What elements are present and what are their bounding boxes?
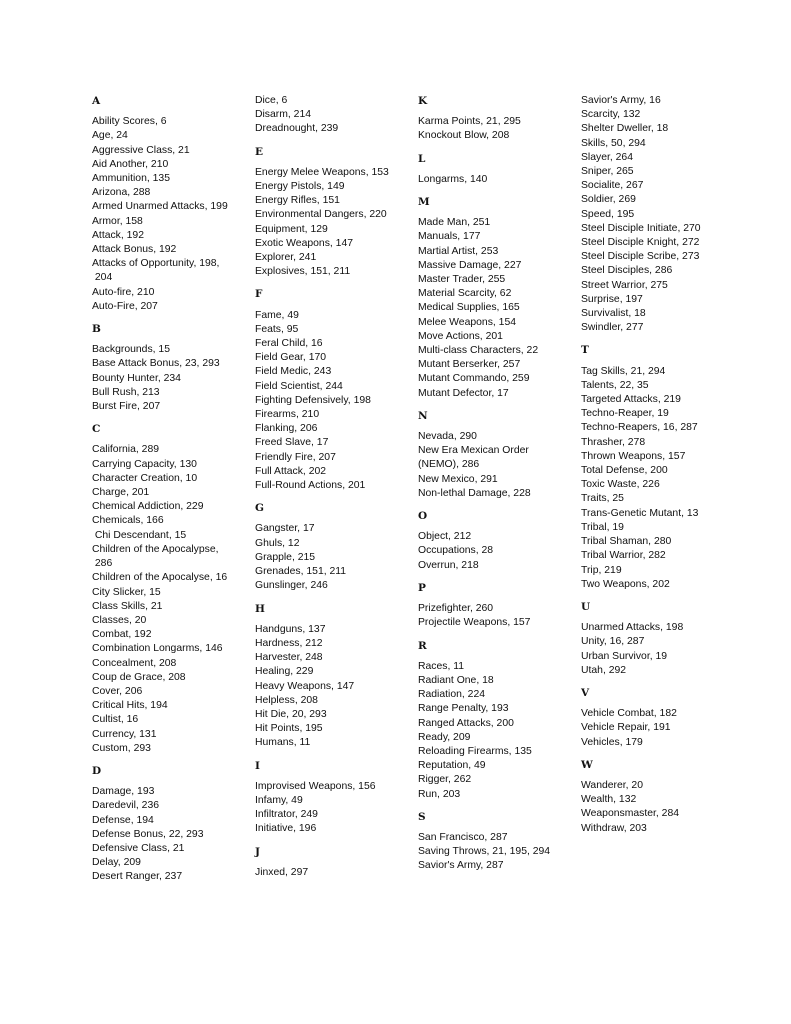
index-entry: Defense Bonus, 22, 293 (92, 828, 204, 840)
index-entry: Gunslinger, 246 (255, 580, 328, 592)
index-entry: San Francisco, 287 (418, 831, 508, 843)
section-letter: L (418, 152, 426, 165)
index-entry: Energy Melee Weapons, 153 (255, 166, 389, 178)
index-entry: Wanderer, 20 (581, 779, 643, 791)
index-entry: Medical Supplies, 165 (418, 302, 520, 314)
index-entry: Sniper, 265 (581, 166, 634, 178)
index-entry: Initiative, 196 (255, 823, 317, 835)
index-entry: Backgrounds, 15 (92, 344, 170, 356)
index-entry: Combination Longarms, 146 (92, 643, 223, 655)
index-entry: Combat, 192 (92, 629, 152, 641)
index-entry: Reloading Firearms, 135 (418, 745, 532, 757)
index-entry: Tribal Warrior, 282 (581, 550, 666, 562)
index-entry: Thrasher, 278 (581, 436, 646, 448)
index-entry: Savior's Army, 16 (581, 95, 661, 106)
index-entry: Techno-Reapers, 16, 287 (581, 422, 698, 434)
section-letter: O (418, 510, 428, 523)
index-entry: Exotic Weapons, 147 (255, 237, 354, 249)
index-entry: Children of the Apocalyse, 16 (92, 572, 228, 584)
section-letter: C (92, 423, 101, 436)
index-section (255, 845, 417, 880)
index-entry: Energy Pistols, 149 (255, 181, 345, 193)
index-entry: New Mexico, 291 (418, 473, 498, 485)
index-entry: Environmental Dangers, 220 (255, 209, 387, 221)
index-entry: Ready, 209 (418, 731, 471, 743)
index-entry: New Era Mexican Order (NEMO), 286 (418, 445, 529, 471)
index-entry: Gangster, 17 (255, 523, 315, 535)
index-entry: Toxic Waste, 226 (581, 479, 660, 491)
index-entry: Weaponsmaster, 284 (581, 808, 680, 820)
index-entry: Run, 203 (418, 788, 461, 800)
index-column-1 (92, 94, 254, 893)
index-entry: Ability Scores, 6 (92, 116, 167, 128)
index-entry: Freed Slave, 17 (255, 437, 329, 449)
section-letter: W (581, 758, 593, 771)
index-entry: Field Scientist, 244 (255, 380, 343, 392)
index-entry: Concealment, 208 (92, 657, 177, 669)
index-entry: Steel Disciple Initiate, 270 (581, 222, 701, 234)
index-entry: Bounty Hunter, 234 (92, 372, 181, 384)
index-section (255, 501, 417, 593)
index-entry: Traits, 25 (581, 493, 624, 505)
index-section (92, 94, 254, 314)
index-entry: Jinxed, 297 (255, 866, 309, 878)
index-entry: Improvised Weapons, 156 (255, 780, 376, 792)
index-entry: Massive Damage, 227 (418, 259, 522, 271)
index-entry: City Slicker, 15 (92, 586, 161, 598)
index-entry: Occupations, 28 (418, 545, 494, 557)
index-entry: Wealth, 132 (581, 794, 637, 806)
section-letter: R (418, 639, 427, 652)
index-entry: Scarcity, 132 (581, 109, 641, 121)
index-entry: Delay, 209 (92, 857, 141, 869)
index-section (255, 759, 417, 837)
section-letter: K (418, 95, 428, 107)
index-entry: Cover, 206 (92, 685, 143, 697)
index-entry: Steel Disciples, 286 (581, 265, 673, 277)
index-entry: Master Trader, 255 (418, 274, 506, 286)
index-entry: Soldier, 269 (581, 194, 636, 206)
index-entry: Projectile Weapons, 157 (418, 617, 531, 629)
index-entry: Grapple, 215 (255, 551, 316, 563)
section-letter: A (92, 95, 101, 107)
index-section (418, 810, 580, 874)
section-letter: F (255, 288, 263, 301)
index-entry: Auto-Fire, 207 (92, 300, 158, 312)
index-entry: Techno-Reaper, 19 (581, 408, 669, 420)
index-entry: Multi-class Characters, 22 (418, 345, 539, 357)
index-entry: Carrying Capacity, 130 (92, 458, 197, 470)
index-entry: Steel Disciple Scribe, 273 (581, 251, 700, 263)
index-section (581, 343, 743, 591)
index-entry: Heavy Weapons, 147 (255, 680, 355, 692)
index-entry: Flanking, 206 (255, 423, 318, 435)
index-entry: Aid Another, 210 (92, 158, 169, 170)
section-letter: H (255, 602, 265, 615)
index-entry: Auto-fire, 210 (92, 286, 155, 298)
index-entry: California, 289 (92, 444, 160, 456)
index-entry: Infiltrator, 249 (255, 809, 318, 821)
index-entry: Aggressive Class, 21 (92, 144, 190, 156)
index-entry: Melee Weapons, 154 (418, 316, 517, 328)
index-entry: Burst Fire, 207 (92, 401, 161, 413)
index-entry: Rigger, 262 (418, 774, 472, 786)
index-entry: Attack, 192 (92, 229, 144, 241)
index-entry: Martial Artist, 253 (418, 245, 499, 257)
index-entry: Fame, 49 (255, 309, 299, 321)
section-letter: M (418, 196, 430, 209)
index-entry: Street Warrior, 275 (581, 279, 668, 291)
index-entry: Explosives, 151, 211 (255, 266, 351, 278)
index-entry: Range Penalty, 193 (418, 703, 509, 715)
index-entry: Manuals, 177 (418, 231, 481, 243)
index-entry: Infamy, 49 (255, 794, 303, 806)
index-section (418, 409, 580, 501)
index-entry: Move Actions, 201 (418, 330, 503, 342)
index-entry: Harvester, 248 (255, 652, 323, 664)
section-letter: I (255, 759, 260, 772)
index-section (418, 581, 580, 631)
index-entry: Steel Disciple Knight, 272 (581, 237, 700, 249)
index-entry: Arizona, 288 (92, 187, 151, 199)
continued-entries (255, 94, 417, 137)
index-entry: Talents, 22, 35 (581, 379, 649, 391)
index-entry: Ammunition, 135 (92, 173, 170, 185)
index-section (418, 195, 580, 401)
index-entry: Firearms, 210 (255, 409, 320, 421)
index-entry: Vehicle Combat, 182 (581, 708, 677, 720)
index-entry: Hardness, 212 (255, 637, 323, 649)
section-letter: T (581, 344, 589, 357)
index-entry: Class Skills, 21 (92, 600, 163, 612)
index-section (92, 764, 254, 885)
index-entry: Damage, 193 (92, 786, 155, 798)
index-entry: Character Creation, 10 (92, 472, 198, 484)
index-entry: Prizefighter, 260 (418, 603, 494, 615)
index-entry: Reputation, 49 (418, 760, 486, 772)
index-entry: Bull Rush, 213 (92, 386, 160, 398)
index-entry: Humans, 11 (255, 737, 311, 749)
index-entry: Tribal, 19 (581, 521, 624, 533)
index-entry: Feral Child, 16 (255, 338, 323, 350)
index-section (581, 758, 743, 836)
index-entry: Radiant One, 18 (418, 674, 494, 686)
index-entry: Defense, 194 (92, 814, 154, 826)
index-entry: Mutant Berserker, 257 (418, 359, 521, 371)
index-entry: Dice, 6 (255, 95, 288, 106)
index-entry: Thrown Weapons, 157 (581, 450, 686, 462)
index-entry: Desert Ranger, 237 (92, 871, 183, 883)
index-entry: Currency, 131 (92, 728, 157, 740)
index-entry: Speed, 195 (581, 208, 635, 220)
section-letter: V (581, 686, 590, 699)
index-section (92, 422, 254, 756)
index-entry: Trip, 219 (581, 564, 622, 576)
index-section (418, 152, 580, 187)
index-entry: Full-Round Actions, 201 (255, 480, 366, 492)
index-section (418, 509, 580, 573)
index-entry: Knockout Blow, 208 (418, 130, 510, 142)
index-section (255, 602, 417, 751)
index-entry: Daredevil, 236 (92, 800, 160, 812)
index-entry: Utah, 292 (581, 664, 627, 676)
index-entry: Withdraw, 203 (581, 822, 647, 834)
index-entry: Trans-Genetic Mutant, 13 (581, 507, 699, 519)
index-entry: Survivalist, 18 (581, 308, 646, 320)
index-entry: Total Defense, 200 (581, 465, 668, 477)
index-entry: Unarmed Attacks, 198 (581, 622, 684, 634)
index-entry: Unity, 16, 287 (581, 636, 645, 648)
index-entry: Mutant Defector, 17 (418, 387, 509, 399)
index-entry: Chemical Addiction, 229 (92, 501, 204, 513)
index-entry: Charge, 201 (92, 487, 150, 499)
index-entry: Field Gear, 170 (255, 352, 327, 364)
index-entry: Disarm, 214 (255, 109, 312, 121)
index-entry: Healing, 229 (255, 666, 314, 678)
section-letter: J (255, 845, 260, 858)
index-entry: Ghuls, 12 (255, 537, 300, 549)
index-entry: Coup de Grace, 208 (92, 671, 186, 683)
index-entry: Hit Die, 20, 293 (255, 708, 327, 720)
index-entry: Base Attack Bonus, 23, 293 (92, 358, 220, 370)
index-entry: Defensive Class, 21 (92, 842, 185, 854)
index-entry: Friendly Fire, 207 (255, 451, 336, 463)
index-entry: Races, 11 (418, 660, 465, 672)
index-entry: Grenades, 151, 211 (255, 566, 347, 578)
index-entry: Children of the Apocalypse, 286 (92, 543, 219, 570)
index-section (255, 145, 417, 280)
index-entry: Skills, 50, 294 (581, 137, 646, 149)
index-entry: Ranged Attacks, 200 (418, 717, 514, 729)
index-entry: Two Weapons, 202 (581, 578, 670, 590)
index-entry: Age, 24 (92, 130, 128, 142)
index-entry: Swindler, 277 (581, 322, 644, 334)
index-column-2 (255, 94, 417, 888)
index-entry: Made Man, 251 (418, 217, 491, 229)
index-entry: Armed Unarmed Attacks, 199 (92, 201, 228, 213)
index-column-4 (581, 94, 743, 844)
index-entry: Equipment, 129 (255, 223, 328, 235)
index-entry: Attack Bonus, 192 (92, 244, 177, 256)
section-letter: P (418, 581, 426, 594)
index-entry: Hit Points, 195 (255, 723, 323, 735)
index-entry: Critical Hits, 194 (92, 700, 168, 712)
section-letter: D (92, 764, 102, 777)
index-section (581, 686, 743, 750)
index-entry: Helpless, 208 (255, 694, 318, 706)
index-entry: Energy Rifles, 151 (255, 195, 340, 207)
section-letter: G (255, 502, 264, 515)
index-entry: Overrun, 218 (418, 559, 479, 571)
index-section (255, 287, 417, 493)
index-entry: Vehicle Repair, 191 (581, 722, 671, 734)
index-entry: Feats, 95 (255, 323, 299, 335)
index-section (92, 322, 254, 414)
index-entry: Field Medic, 243 (255, 366, 332, 378)
index-entry: Mutant Commando, 259 (418, 373, 530, 385)
index-column-3 (418, 94, 580, 882)
index-entry: Attacks of Opportunity, 198, 204 (92, 258, 220, 284)
continued-entries (581, 94, 743, 335)
index-entry: Tribal Shaman, 280 (581, 536, 672, 548)
index-entry: Shelter Dweller, 18 (581, 123, 669, 135)
index-entry: Object, 212 (418, 531, 472, 543)
index-entry: Radiation, 224 (418, 689, 486, 701)
index-entry: Explorer, 241 (255, 252, 317, 264)
index-entry: Handguns, 137 (255, 623, 326, 635)
index-entry: Custom, 293 (92, 742, 151, 754)
index-entry: Targeted Attacks, 219 (581, 394, 681, 406)
index-entry: Longarms, 140 (418, 173, 488, 185)
index-entry: Savior's Army, 287 (418, 860, 504, 872)
index-entry: Chemicals, 166 (92, 515, 164, 527)
index-entry: Material Scarcity, 62 (418, 288, 512, 300)
section-letter: U (581, 600, 591, 613)
index-entry: Non-lethal Damage, 228 (418, 487, 531, 499)
index-section (581, 600, 743, 678)
index-entry: Tag Skills, 21, 294 (581, 365, 666, 377)
section-letter: B (92, 323, 101, 336)
index-entry: Classes, 20 (92, 614, 147, 626)
index-entry: Cultist, 16 (92, 714, 139, 726)
index-entry: Urban Survivor, 19 (581, 650, 668, 662)
index-entry: Vehicles, 179 (581, 736, 643, 748)
section-letter: N (418, 409, 428, 422)
index-entry: Chi Descendant, 15 (92, 529, 187, 541)
index-entry: Fighting Defensively, 198 (255, 394, 371, 406)
index-entry: Full Attack, 202 (255, 465, 327, 477)
section-letter: S (418, 810, 426, 823)
index-entry: Karma Points, 21, 295 (418, 116, 521, 128)
index-entry: Surprise, 197 (581, 293, 643, 305)
index-section (418, 639, 580, 802)
index-section (418, 94, 580, 144)
index-entry: Slayer, 264 (581, 151, 633, 163)
section-letter: E (255, 145, 264, 158)
index-entry: Socialite, 267 (581, 180, 644, 192)
index-entry: Armor, 158 (92, 215, 143, 227)
index-entry: Dreadnought, 239 (255, 123, 339, 135)
index-entry: Saving Throws, 21, 195, 294 (418, 846, 551, 858)
index-entry: Nevada, 290 (418, 431, 477, 443)
